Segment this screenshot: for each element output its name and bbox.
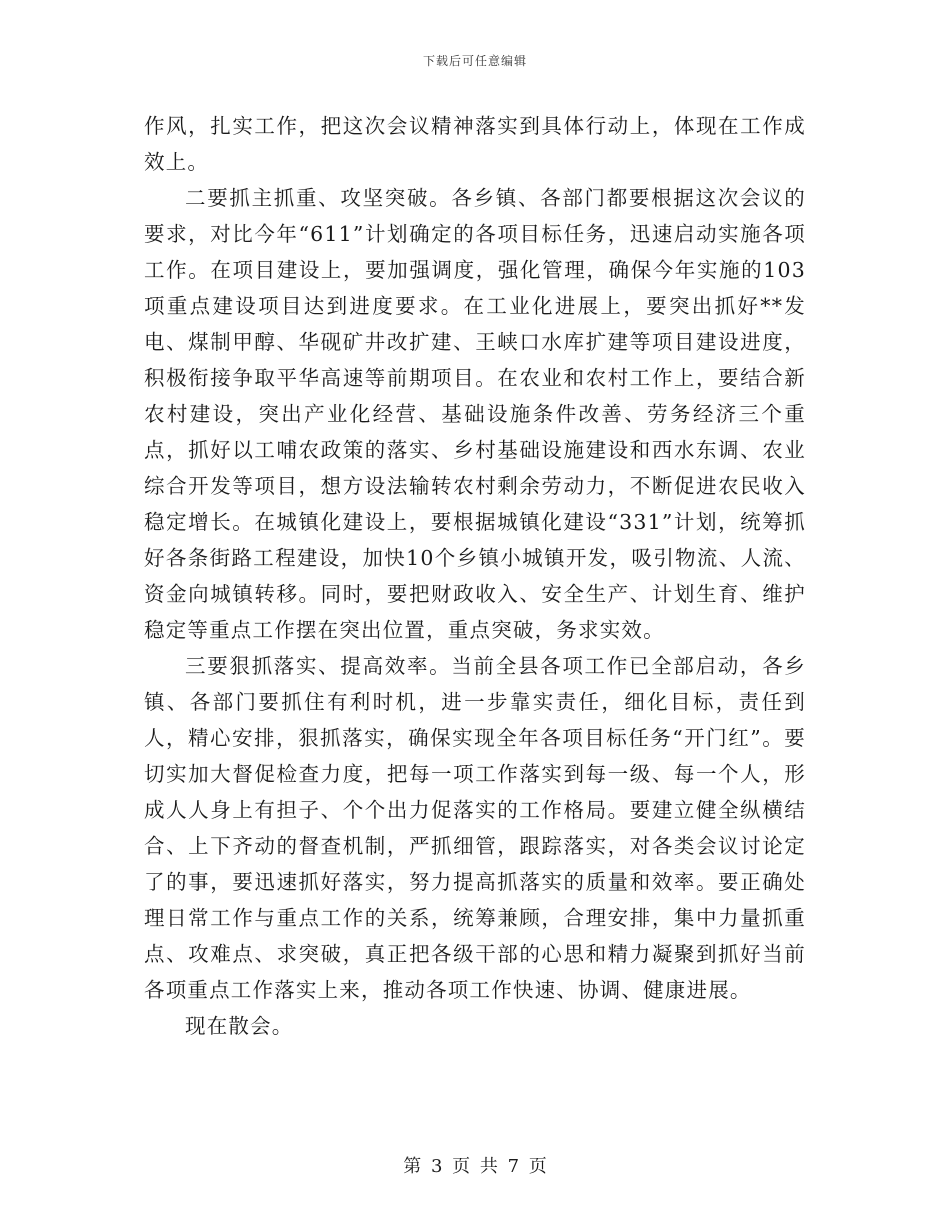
document-body	[144, 108, 806, 1044]
page-number: 第 3 页 共 7 页	[403, 1156, 547, 1177]
paragraph-continuation: 作风，扎实工作，把这次会议精神落实到具体行动上，体现在工作成效上。	[144, 114, 806, 174]
page-header: 下载后可任意编辑	[422, 54, 527, 68]
paragraph-closing: 现在散会。	[185, 1014, 294, 1038]
paragraph-third-point: 三要狠抓落实、提高效率。当前全县各项工作已全部启动，各乡镇、各部门要抓住有利时机，进一步靠实责任，细化目标，责任到人，精心安排，狠抓落实，确保实现全年各项目标任务“开门红”。要切实加大督促检查力度，把每一项工作落实到每一级、每一个人，形成人人身上有担子、个个出力促落实的工作格局。要建立健全纵横结合、上下齐动的督查机制，严抓细管，跟踪落实，对各类会议讨论定了的事，要迅速抓好落实，努力提高抓落实的质量和效率。要正确处理日常工作与重点工作的关系，统筹兼顾，合理安排，集中力量抓重点、攻难点、求突破，真正把各级干部的心思和精力凝聚到抓好当前各项重点工作落实上来，推动各项工作快速、协调、健康进展。	[144, 654, 806, 1002]
paragraph-second-point: 二要抓主抓重、攻坚突破。各乡镇、各部门都要根据这次会议的要求，对比今年“611”计划确定的各项目标任务，迅速启动实施各项工作。在项目建设上，要加强调度，强化管理，确保今年实施的103项重点建设项目达到进度要求。在工业化进展上，要突出抓好**发电、煤制甲醇、华砚矿井改扩建、王峡口水库扩建等项目建设进度，积极衔接争取平华高速等前期项目。在农业和农村工作上，要结合新农村建设，突出产业化经营、基础设施条件改善、劳务经济三个重点，抓好以工哺农政策的落实、乡村基础设施建设和西水东调、农业综合开发等项目，想方设法输转农村剩余劳动力，不断促进农民收入稳定增长。在城镇化建设上，要根据城镇化建设“331”计划，统筹抓好各条街路工程建设，加快10个乡镇小城镇开发，吸引物流、人流、资金向城镇转移。同时，要把财政收入、安全生产、计划生育、维护稳定等重点工作摆在突出位置，重点突破，务求实效。	[144, 186, 806, 642]
